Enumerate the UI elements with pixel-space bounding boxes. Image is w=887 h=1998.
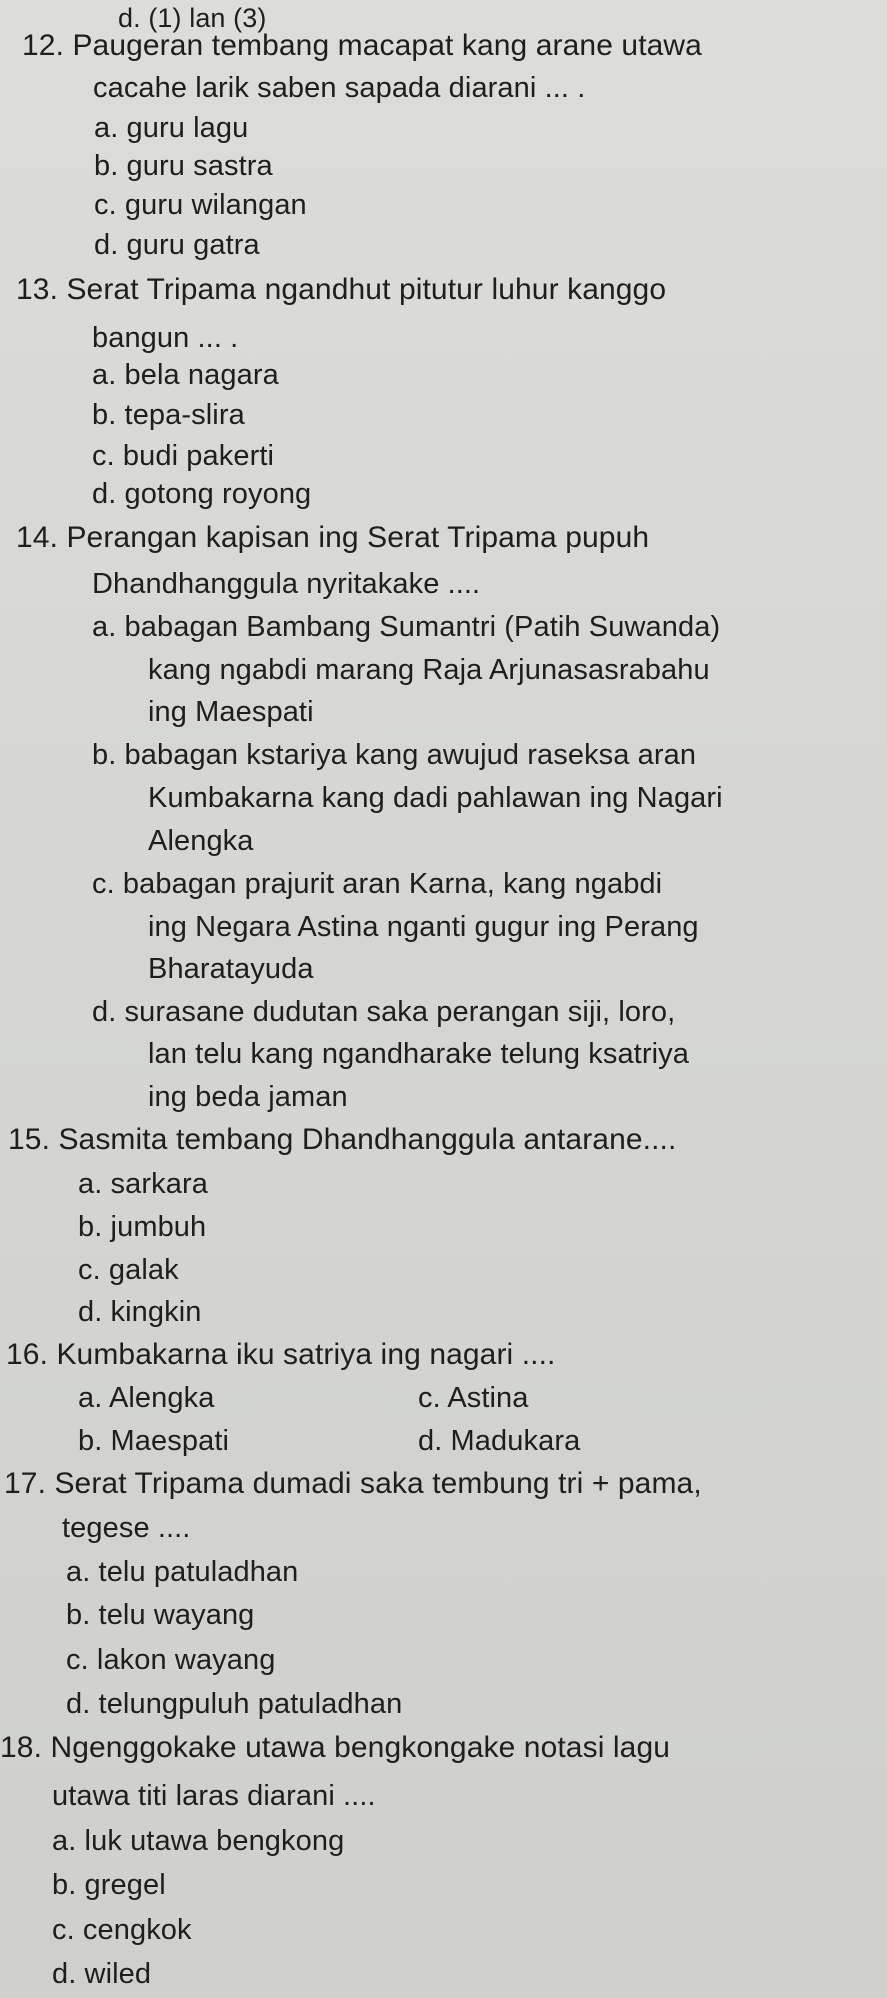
option-b-q14-cont2: Alengka [148, 825, 254, 857]
option-d-q18: d. wiled [52, 1958, 152, 1990]
option-a-q12: a. guru lagu [94, 112, 249, 144]
question-14: 14. Perangan kapisan ing Serat Tripama pupuh [16, 521, 650, 554]
question-13: 13. Serat Tripama ngandhut pitutur luhur kanggo [16, 273, 667, 306]
question-13-cont: bangun ... . [92, 322, 239, 354]
option-d-q11: d. (1) lan (3) [118, 3, 267, 33]
question-12-cont: cacahe larik saben sapada diarani ... . [93, 72, 586, 104]
question-12: 12. Paugeran tembang macapat kang arane utawa [22, 29, 702, 62]
option-c-q13: c. budi pakerti [92, 440, 275, 472]
question-17: 17. Serat Tripama dumadi saka tembung tri + pama, [4, 1467, 702, 1500]
option-d-q17: d. telungpuluh patuladhan [66, 1688, 403, 1720]
option-c-q15: c. galak [78, 1254, 179, 1286]
question-16: 16. Kumbakarna iku satriya ing nagari .... [6, 1338, 556, 1371]
option-a-q16: a. Alengka [78, 1382, 215, 1414]
option-c-q14: c. babagan prajurit aran Karna, kang ngabdi [92, 868, 663, 900]
option-c-q12: c. guru wilangan [94, 189, 307, 221]
question-14-cont: Dhandhanggula nyritakake .... [92, 568, 481, 600]
option-b-q14-cont1: Kumbakarna kang dadi pahlawan ing Nagari [148, 782, 723, 814]
option-d-q14-cont1: lan telu kang ngandharake telung ksatriya [148, 1038, 689, 1070]
option-a-q17: a. telu patuladhan [66, 1556, 299, 1588]
option-b-q15: b. jumbuh [78, 1211, 207, 1243]
option-c-q18: c. cengkok [52, 1914, 192, 1946]
option-d-q14-cont2: ing beda jaman [148, 1081, 348, 1113]
question-18-cont: utawa titi laras diarani .... [52, 1780, 376, 1812]
option-d-q14: d. surasane dudutan saka perangan siji, loro, [92, 996, 676, 1028]
option-b-q16: b. Maespati [78, 1425, 230, 1457]
option-d-q15: d. kingkin [78, 1296, 202, 1328]
option-c-q14-cont1: ing Negara Astina nganti gugur ing Perang [148, 911, 699, 943]
question-17-cont: tegese .... [62, 1512, 191, 1544]
option-a-q15: a. sarkara [78, 1168, 208, 1200]
option-a-q14: a. babagan Bambang Sumantri (Patih Suwanda) [92, 611, 721, 643]
question-18: 18. Ngenggokake utawa bengkongake notasi lagu [0, 1731, 671, 1764]
option-a-q13: a. bela nagara [92, 359, 279, 391]
option-d-q12: d. guru gatra [94, 229, 260, 261]
option-b-q18: b. gregel [52, 1869, 166, 1901]
option-a-q14-cont2: ing Maespati [148, 696, 314, 728]
option-c-q17: c. lakon wayang [66, 1644, 276, 1676]
option-b-q14: b. babagan kstariya kang awujud raseksa aran [92, 739, 697, 771]
option-d-q16: d. Madukara [418, 1425, 581, 1457]
option-b-q12: b. guru sastra [94, 150, 273, 182]
option-a-q14-cont1: kang ngabdi marang Raja Arjunasasrabahu [148, 654, 710, 686]
option-a-q18: a. luk utawa bengkong [52, 1825, 345, 1857]
option-d-q13: d. gotong royong [92, 478, 312, 510]
question-15: 15. Sasmita tembang Dhandhanggula antarane.... [8, 1123, 677, 1156]
option-b-q17: b. telu wayang [66, 1599, 255, 1631]
option-c-q16: c. Astina [418, 1382, 529, 1414]
option-b-q13: b. tepa-slira [92, 399, 245, 431]
option-c-q14-cont2: Bharatayuda [148, 953, 314, 985]
